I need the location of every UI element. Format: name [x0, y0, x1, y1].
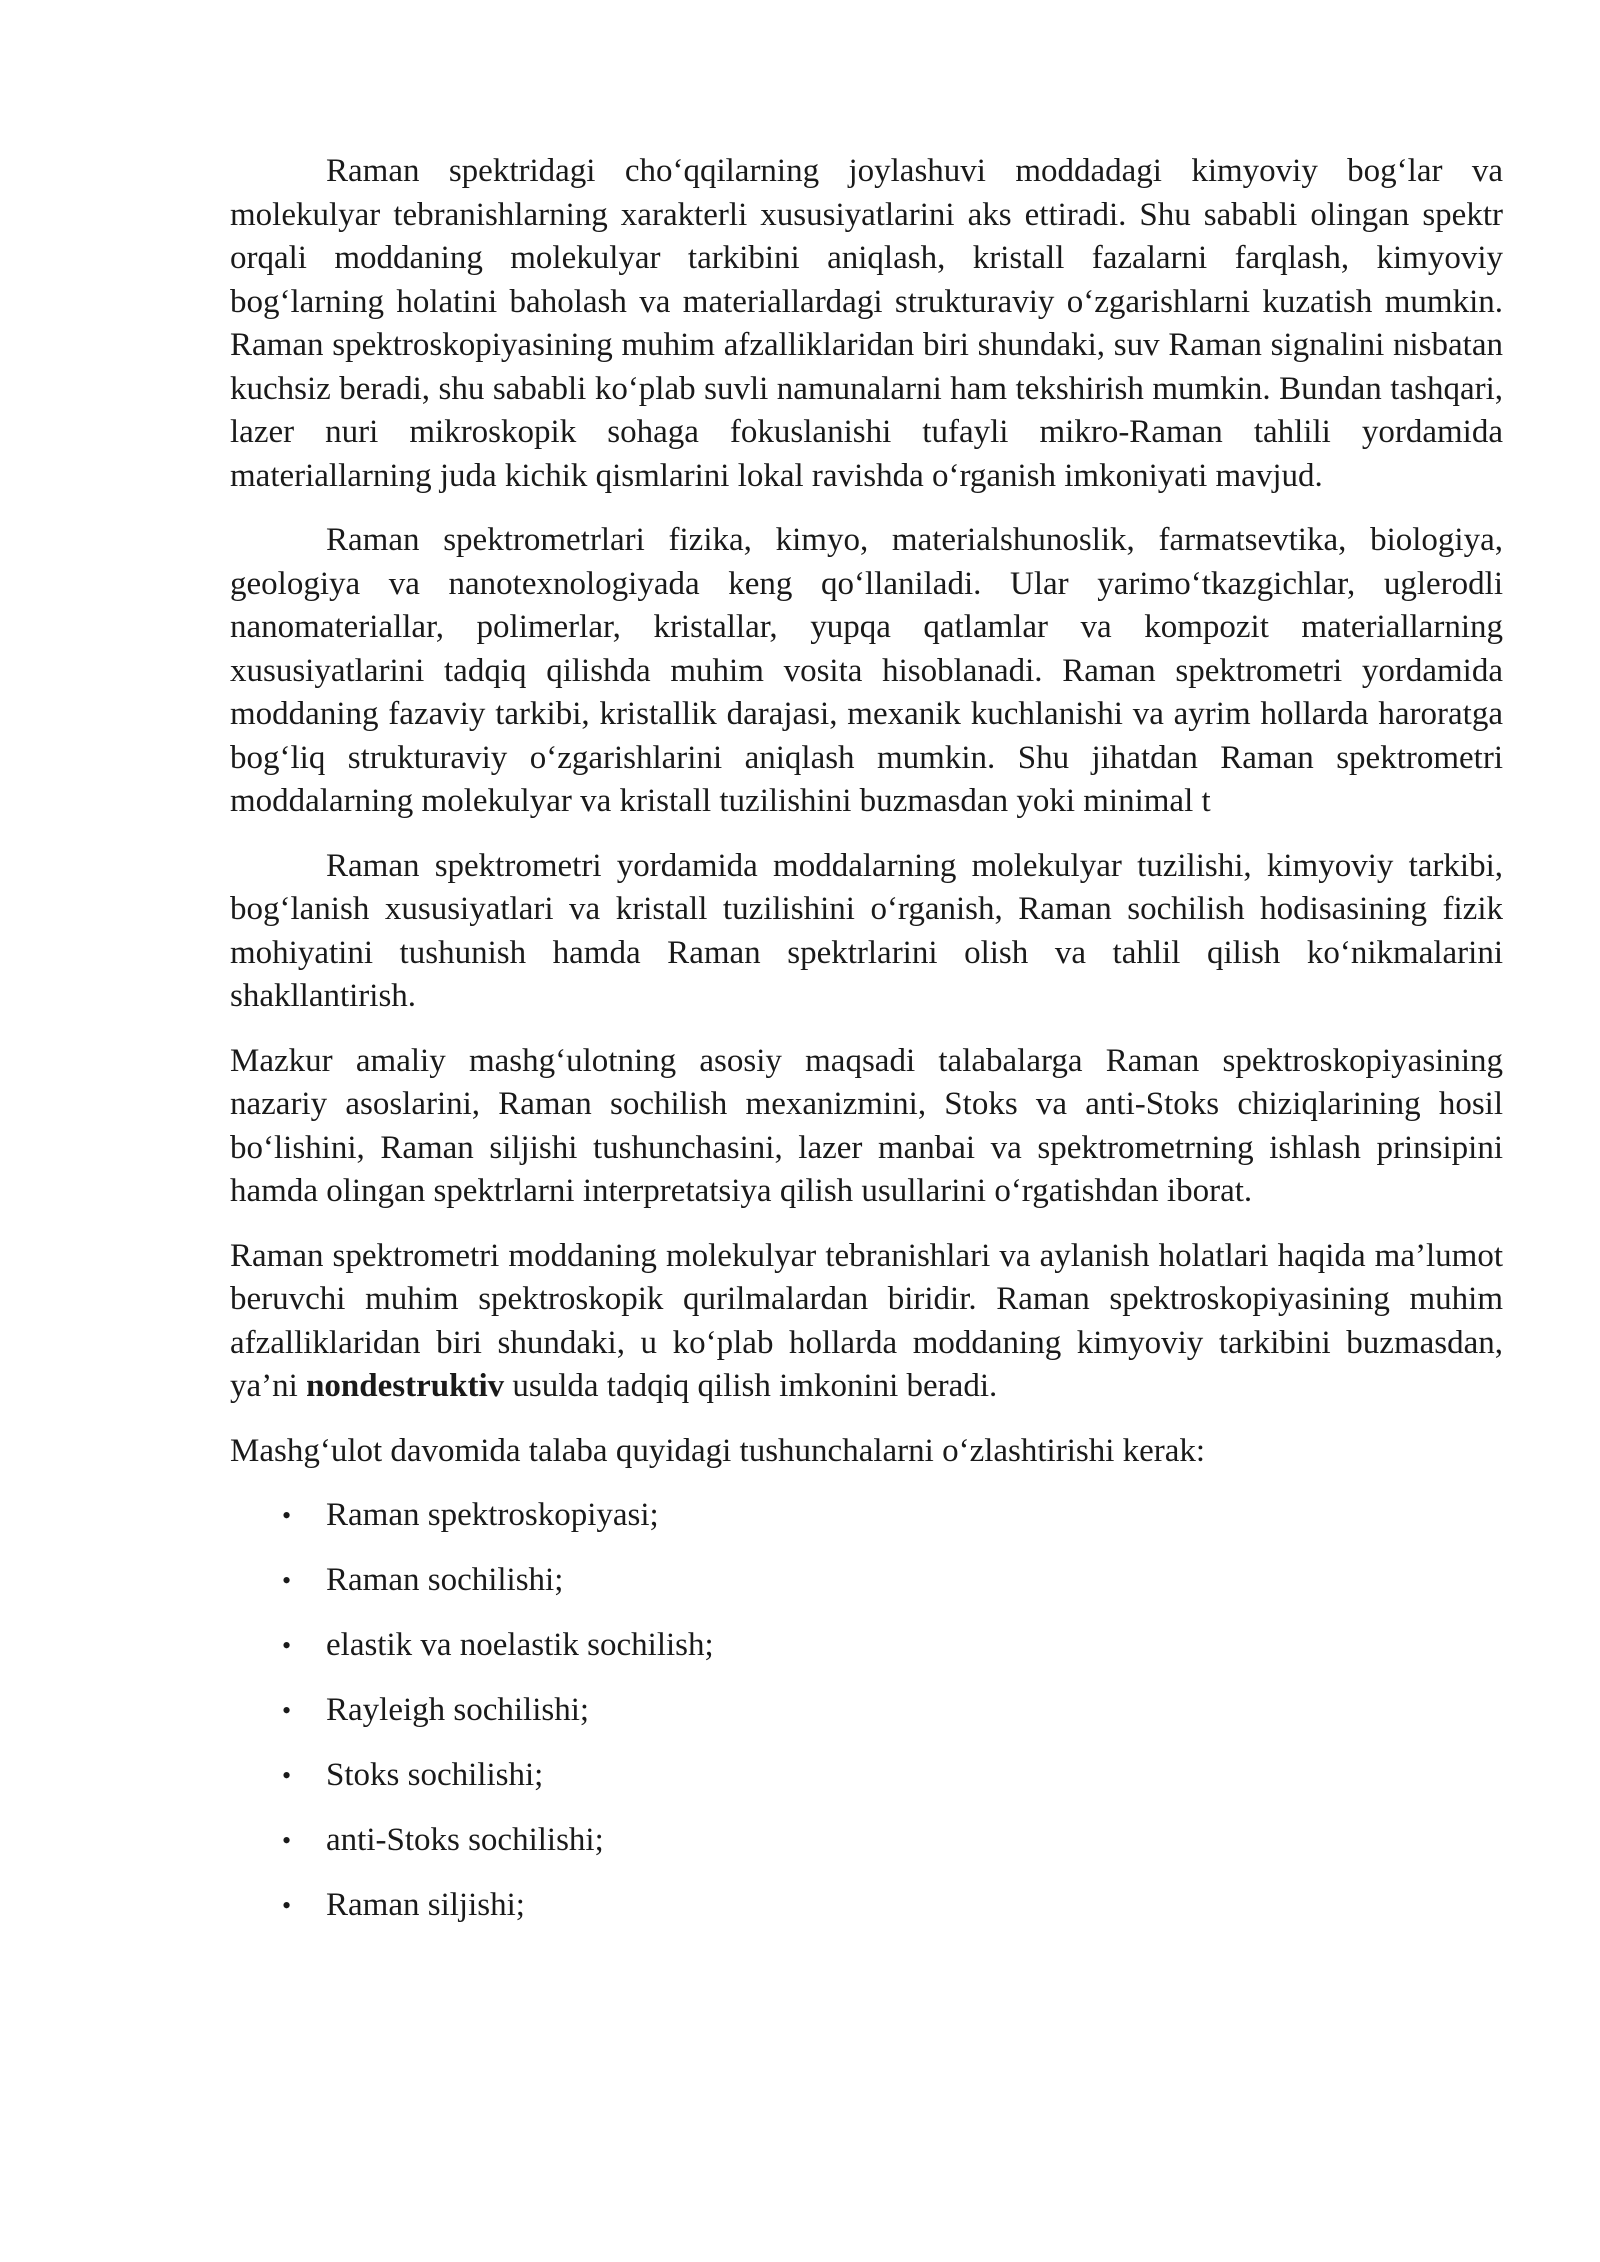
bullet-icon: • — [282, 1696, 292, 1725]
list-item-text: Raman sochilishi; — [326, 1562, 564, 1598]
list-item — [230, 1624, 1503, 1668]
list-item-text: Raman siljishi; — [326, 1887, 525, 1923]
bullet-icon: • — [282, 1631, 292, 1660]
concepts-list — [230, 1494, 1503, 1928]
list-item-text: Stoks sochilishi; — [326, 1757, 544, 1793]
list-item — [230, 1754, 1503, 1798]
list-item — [230, 1494, 1503, 1538]
list-item — [230, 1689, 1503, 1733]
paragraph-raman-peaks: Raman spektridagi cho‘qqilarning joylashuvi moddadagi kimyoviy bog‘lar va molekulyar tebranishlarning xarakterli xususiyatlarini aks ettiradi. Shu sababli olingan spektr orqali moddaning molekulyar tarkibini aniqlash, kristall fazalarni farqlash, kimyoviy bog‘larning holatini baholash va materiallardagi strukturaviy o‘zgarishlarni kuzatish mumkin. Raman spektroskopiyasining muhim afzalliklaridan biri shundaki, suv Raman signalini nisbatan kuchsiz beradi, shu sababli ko‘plab suvli namunalarni ham tekshirish mumkin. Bundan tashqari, lazer nuri mikroskopik sohaga fokuslanishi tufayli mikro-Raman tahlili yordamida materiallarning juda kichik qismlarini lokal ravishda o‘rganish imkoniyati mavjud. — [230, 153, 1503, 494]
bullet-icon: • — [282, 1891, 292, 1920]
paragraph-concepts-intro: Mashg‘ulot davomida talaba quyidagi tushunchalarni o‘zlashtirishi kerak: — [230, 1432, 1206, 1469]
list-item — [230, 1884, 1503, 1928]
list-item-text: anti-Stoks sochilishi; — [326, 1822, 604, 1858]
list-item-text: Raman spektroskopiyasi; — [326, 1497, 659, 1533]
list-item-text: elastik va noelastik sochilish; — [326, 1627, 714, 1663]
paragraph-nondestructive-before: Raman spektrometri moddaning molekulyar tebranishlari va aylanish holatlari haqida ma’lumot beruvchi muhim spektroskopik qurilmalardan biridir. Raman spektroskopiyasining muhim afzalliklaridan biri shundaki, u ko‘plab hollarda moddaning kimyoviy tarkibini buzmasdan, ya’ni — [230, 1237, 1503, 1404]
paragraph-lesson-purpose: Mazkur amaliy mashg‘ulotning asosiy maqsadi talabalarga Raman spektroskopiyasining nazariy asoslarini, Raman sochilish mexanizmini, Stoks va anti-Stoks chiziqlarining hosil bo‘lishini, Raman siljishi tushunchasini, lazer manbai va spektrometrning ishlash prinsipini hamda olingan spektrlarni interpretatsiya qilish usullarini o‘rgatishdan iborat. — [230, 1042, 1503, 1209]
bullet-icon: • — [282, 1501, 292, 1530]
list-item — [230, 1819, 1503, 1863]
bold-term-nondestruktiv: nondestruktiv — [306, 1368, 505, 1404]
paragraph-raman-applications: Raman spektrometrlari fizika, kimyo, materialshunoslik, farmatsevtika, biologiya, geologiya va nanotexnologiyada keng qo‘llaniladi. Ular yarimo‘tkazgichlar, uglerodli nanomateriallar, polimerlar, kristallar, yupqa qatlamlar va kompozit materiallarning xususiyatlarini tadqiq qilishda muhim vosita hisoblanadi. Raman spektrometri yordamida moddaning fazaviy tarkibi, kristallik darajasi, mexanik kuchlanishi va ayrim hollarda haroratga bog‘liq strukturaviy o‘zgarishlarini aniqlash mumkin. Shu jihatdan Raman spektrometri moddalarning molekulyar va kristall tuzilishini buzmasdan yoki minimal t — [230, 522, 1503, 819]
bullet-icon: • — [282, 1566, 292, 1595]
bullet-icon: • — [282, 1761, 292, 1790]
list-item-text: Rayleigh sochilishi; — [326, 1692, 590, 1728]
bullet-icon: • — [282, 1826, 292, 1855]
list-item — [230, 1559, 1503, 1603]
paragraph-nondestructive — [230, 1235, 1503, 1409]
paragraph-raman-study-goal: Raman spektrometri yordamida moddalarning molekulyar tuzilishi, kimyoviy tarkibi, bog‘lanish xususiyatlari va kristall tuzilishini o‘rganish, Raman sochilish hodisasining fizik mohiyatini tushunish hamda Raman spektrlarini olish va tahlil qilish ko‘nikmalarini shakllantirish. — [230, 847, 1503, 1014]
paragraph-nondestructive-after: usulda tadqiq qilish imkonini beradi. — [504, 1368, 998, 1404]
